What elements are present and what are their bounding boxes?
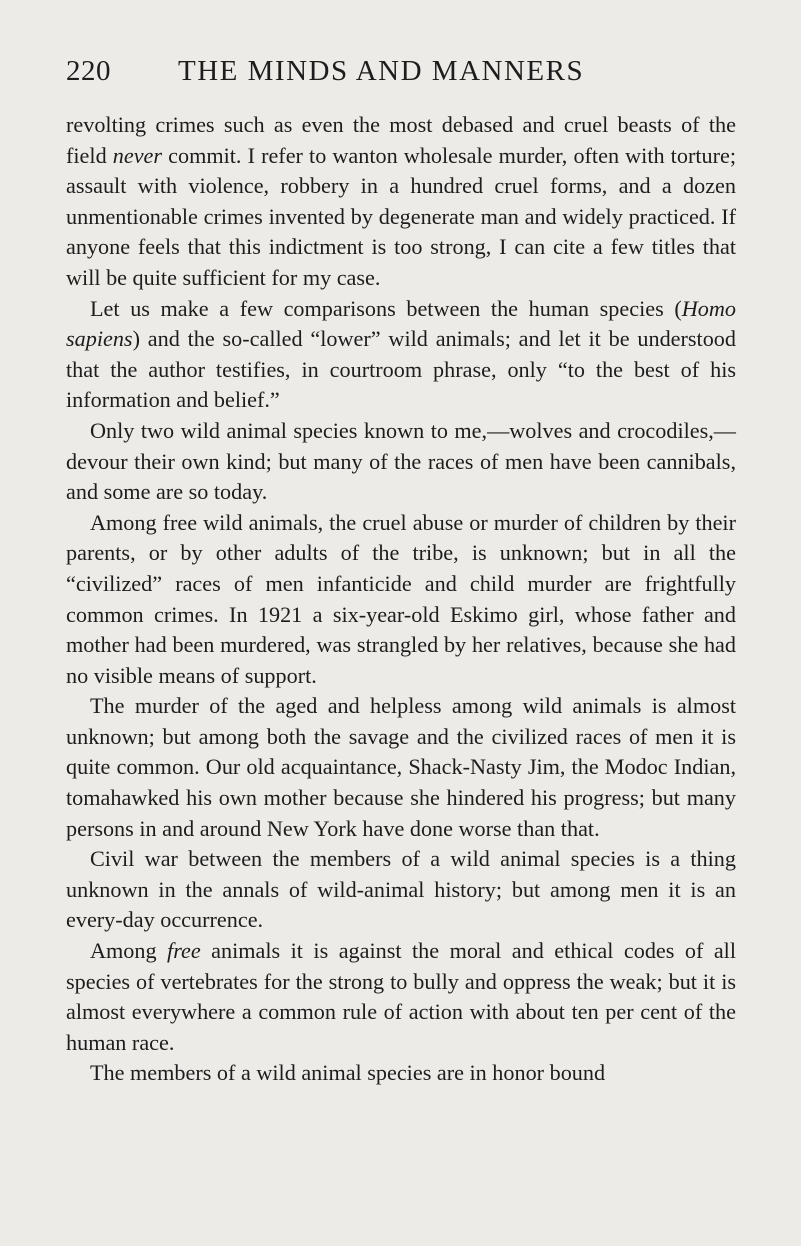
emphasis-never: never <box>112 142 163 168</box>
paragraph-6: Civil war between the members of a wild animal species is a thing unknown in the annals of wild-animal history; but among men it is an every-day occurrence. <box>66 846 736 933</box>
paragraph-8: The members of a wild animal species are in honor bound <box>90 1060 606 1086</box>
paragraph-7: Among free animals it is against the moral and ethical codes of all species of vertebrates for the strong to bully and oppress the weak; but it is almost everywhere a common rule of action with about ten per cent of the human race. <box>66 938 737 1055</box>
emphasis-free: free <box>167 938 201 964</box>
paragraph-5: The murder of the aged and helpless among wild animals is almost unknown; but among both the savage and the civilized races of men it is quite common. Our old acquaintance, Shack-Nasty Jim, the Modoc Indian, tomahawked his own mother because she hindered his progress; but many persons in and around New York have done worse than that. <box>66 693 736 841</box>
paragraph-4: Among free wild animals, the cruel abuse or murder of children by their parents, or by other adults of the tribe, is unknown; but in all the “civilized” races of men infanticide and child murder are frightfully common crimes. In 1921 a six-year-old Eskimo girl, whose father and mother had been murdered, was strangled by her relatives, because she had no visible means of support. <box>66 509 736 688</box>
paragraph-1: revolting crimes such as even the most debased and cruel beasts of the field never commit. I refer to wanton wholesale murder, often with torture; assault with violence, robbery in a hundred cruel forms, and a dozen unmentionable crimes invented by degenerate man and widely practiced. If anyone feels that this indictment is too strong, I can cite a few titles that will be quite sufficient for my case. <box>66 112 736 290</box>
running-head: THE MINDS AND MANNERS <box>178 55 585 87</box>
body-text <box>66 110 736 1089</box>
emphasis-homo-sapiens: Homo sapiens <box>66 295 736 352</box>
page-number: 220 <box>66 55 111 87</box>
paragraph-3: Only two wild animal species known to me,—wolves and crocodiles,— devour their own kind; but many of the races of men have been cannibals, and some are so today. <box>66 417 736 505</box>
page-header <box>66 55 732 95</box>
paragraph-2: Let us make a few comparisons between the human species (Homo sapiens) and the so-called “lower” wild animals; and let it be understood that the author testifies, in courtroom phrase, only “to the best of his information and belief.” <box>66 295 736 413</box>
